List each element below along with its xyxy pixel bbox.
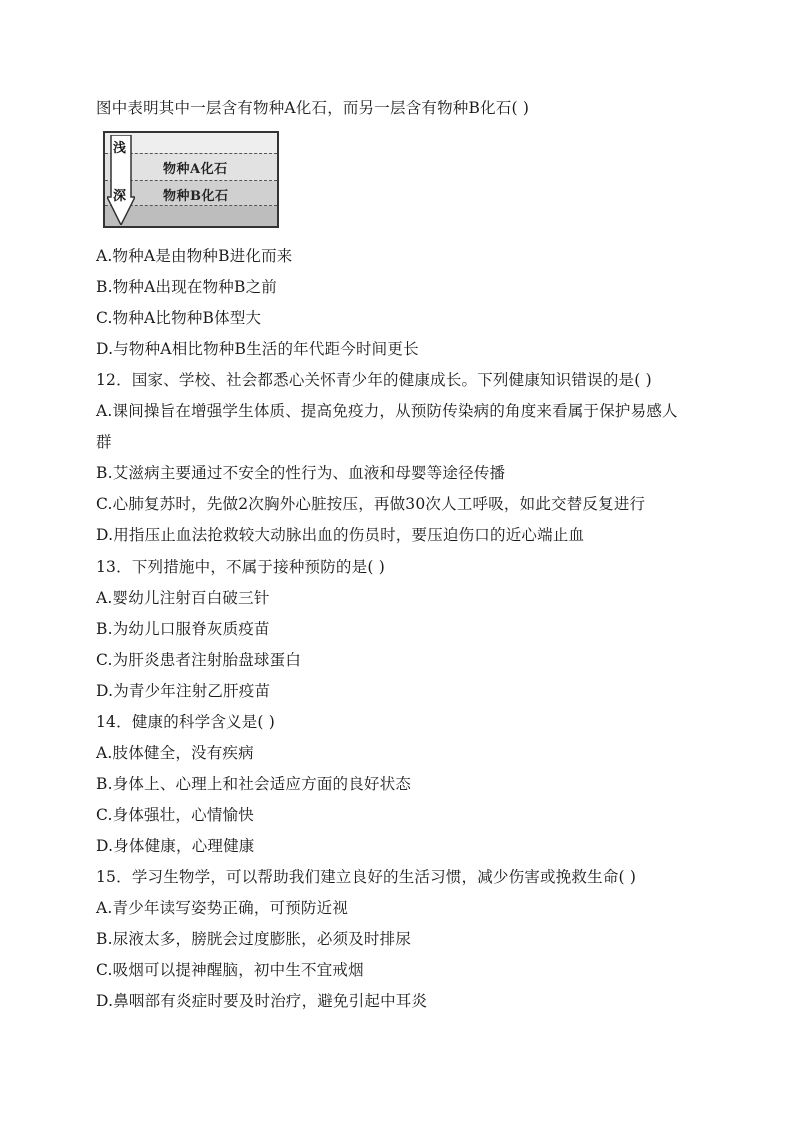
q14-option-c: C.身体强壮，心情愉快 [96,806,254,824]
question-11-stem: 图中表明其中一层含有物种A化石，而另一层含有物种B化石( ) [96,99,530,117]
q12-option-d: D.用指压止血法抢救较大动脉出血的伤员时，要压迫伤口的近心端止血 [96,526,585,544]
layer-b-label: 物种B化石 [163,189,229,204]
q15-option-a: A.青少年读写姿势正确，可预防近视 [96,899,349,917]
rock-strata-figure [103,131,279,228]
q11-option-d: D.与物种A相比物种B生活的年代距今时间更长 [96,340,419,358]
q14-option-b: B.身体上、心理上和社会适应方面的良好状态 [96,775,412,793]
q12-option-a-cont: 群 [96,433,112,451]
q13-option-b: B.为幼儿口服脊灰质疫苗 [96,620,270,638]
question-13-stem: 13．下列措施中，不属于接种预防的是( ) [96,558,385,576]
q14-option-a: A.肢体健全，没有疾病 [96,744,254,762]
q13-option-c: C.为肝炎患者注射胎盘球蛋白 [96,651,302,669]
layer-a-label: 物种A化石 [163,162,228,177]
q12-option-b: B.艾滋病主要通过不安全的性行为、血液和母婴等途径传播 [96,464,506,482]
shallow-label: 浅 [113,141,127,156]
question-12-stem: 12．国家、学校、社会都悉心关怀青少年的健康成长。下列健康知识错误的是( ) [96,371,652,389]
q12-option-c: C.心肺复苏时，先做2次胸外心脏按压，再做30次人工呼吸，如此交替反复进行 [96,495,646,513]
q13-option-d: D.为青少年注射乙肝疫苗 [96,682,271,700]
q13-option-a: A.婴幼儿注射百白破三针 [96,589,270,607]
q12-option-a: A.课间操旨在增强学生体质、提高免疫力，从预防传染病的角度来看属于保护易感人 [96,402,678,420]
q15-option-d: D.鼻咽部有炎症时要及时治疗，避免引起中耳炎 [96,992,428,1010]
q15-option-c: C.吸烟可以提神醒脑，初中生不宜戒烟 [96,961,364,979]
q15-option-b: B.尿液太多，膀胱会过度膨胀，必须及时排尿 [96,930,412,948]
q14-option-d: D.身体健康，心理健康 [96,837,255,855]
q11-option-c: C.物种A比物种B体型大 [96,309,262,327]
question-14-stem: 14．健康的科学含义是( ) [96,713,276,731]
question-15-stem: 15．学习生物学，可以帮助我们建立良好的生活习惯，减少伤害或挽救生命( ) [96,868,637,886]
q11-option-b: B.物种A出现在物种B之前 [96,278,278,296]
deep-label: 深 [113,189,127,204]
q11-option-a: A.物种A是由物种B进化而来 [96,247,293,265]
